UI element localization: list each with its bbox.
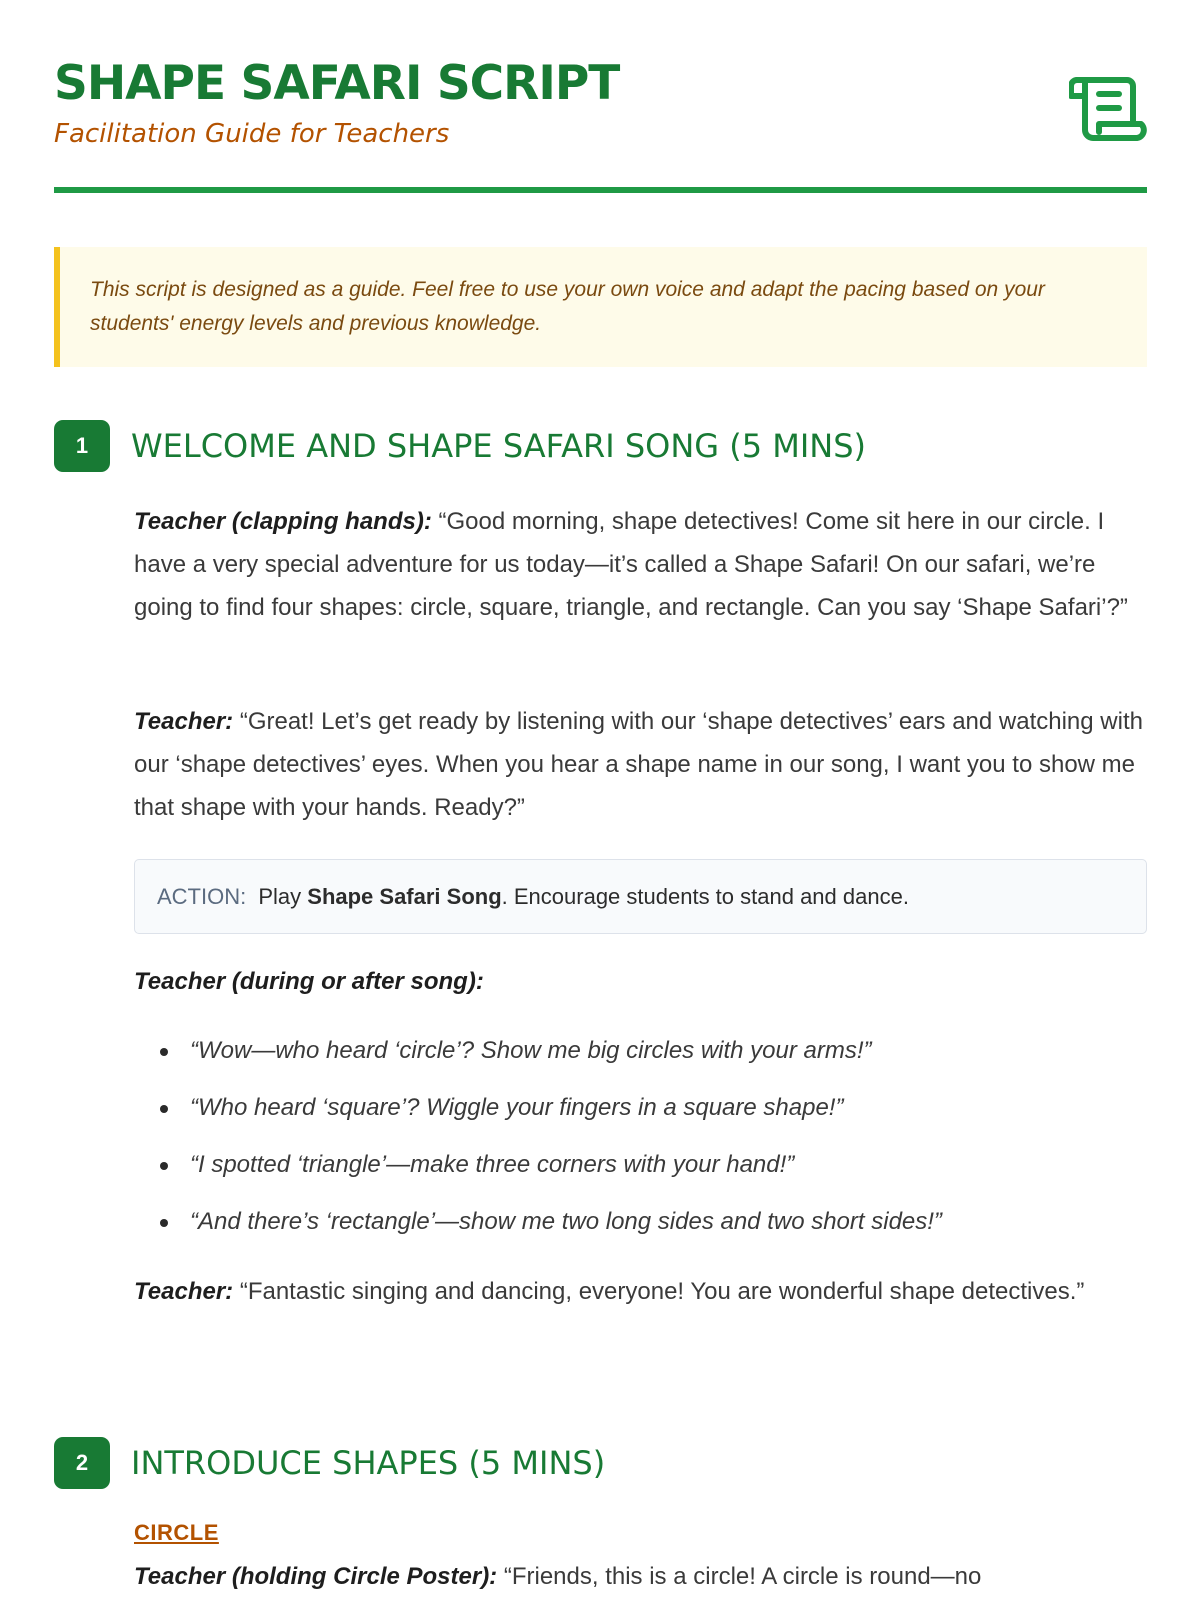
action-text-post: . Encourage students to stand and dance.	[501, 883, 909, 909]
speaker-label: Teacher (clapping hands):	[134, 508, 432, 535]
list-item: “Who heard ‘square’? Wiggle your fingers in a square shape!”	[134, 1079, 1147, 1136]
list-item: “I spotted ‘triangle’—make three corners with your hand!”	[134, 1136, 1147, 1193]
dialogue-text: “Great! Let’s get ready by listening with our ‘shape detectives’ ears and watching with our ‘shape detectives’ eyes. When you hear a shape name in our song, I want you to show me that shape with your hands. Ready?”	[134, 708, 1143, 821]
action-label: ACTION:	[157, 883, 247, 909]
script-paragraph	[134, 1270, 1147, 1313]
speaker-label: Teacher:	[134, 708, 234, 735]
action-callout	[134, 859, 1147, 934]
script-paragraph	[134, 500, 1147, 629]
shape-subheading: CIRCLE	[134, 1520, 219, 1545]
section-title: WELCOME AND SHAPE SAFARI SONG (5 MINS)	[131, 427, 867, 465]
script-paragraph	[134, 960, 1147, 1003]
list-item: “And there’s ‘rectangle’—show me two long sides and two short sides!”	[134, 1193, 1147, 1250]
speaker-label: Teacher (during or after song):	[134, 968, 484, 995]
speaker-label: Teacher:	[134, 1278, 234, 1305]
page-subtitle: Facilitation Guide for Teachers	[54, 119, 450, 149]
scroll-icon	[1069, 72, 1147, 142]
dialogue-text: “Fantastic singing and dancing, everyone! You are wonderful shape detectives.”	[233, 1278, 1085, 1305]
prompt-list	[134, 1022, 1147, 1250]
speaker-label: Teacher (holding Circle Poster):	[134, 1563, 498, 1590]
dialogue-text: “Good morning, shape detectives! Come sit here in our circle. I have a very special adventure for us today—it’s called a Shape Safari! On our safari, we’re going to find four shapes: circle, square, triangle, and rectangle. Can you say ‘Shape Safari’?”	[134, 508, 1128, 621]
dialogue-text: “Friends, this is a circle! A circle is round—no	[497, 1563, 982, 1590]
header-divider	[54, 187, 1147, 193]
section-title: INTRODUCE SHAPES (5 MINS)	[131, 1444, 606, 1482]
section-number-badge: 2	[54, 1437, 110, 1489]
script-paragraph	[134, 700, 1147, 829]
section-number-badge: 1	[54, 420, 110, 472]
action-text-pre: Play	[252, 883, 308, 909]
script-paragraph	[134, 1555, 1147, 1598]
page-title: SHAPE SAFARI SCRIPT	[54, 56, 620, 111]
list-item: “Wow—who heard ‘circle’? Show me big circles with your arms!”	[134, 1022, 1147, 1079]
action-song-name: Shape Safari Song	[307, 883, 502, 909]
facilitator-note: This script is designed as a guide. Feel free to use your own voice and adapt the pacing based on your students' energy levels and previous knowledge.	[54, 247, 1147, 367]
header	[54, 56, 1147, 196]
